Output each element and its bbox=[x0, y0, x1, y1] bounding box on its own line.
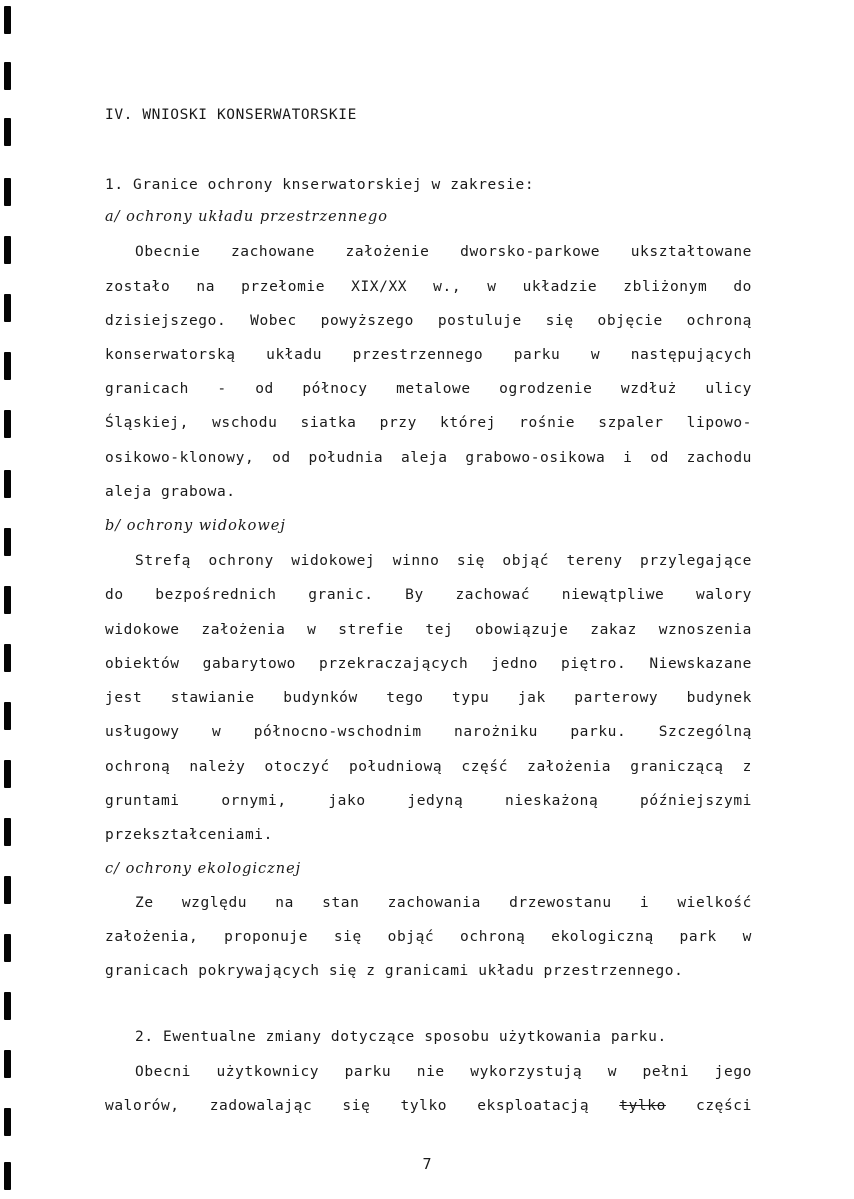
binding-hole bbox=[4, 1050, 11, 1078]
section-1-title: 1. Granice ochrony knserwatorskiej w zakresie: bbox=[105, 177, 535, 193]
binding-hole bbox=[4, 352, 11, 380]
paragraph-c-line: Ze względu na stan zachowania drzewostanu i wielkość bbox=[135, 895, 752, 911]
subsection-b-title: b/ ochrony widokowej bbox=[105, 518, 286, 534]
binding-hole bbox=[4, 178, 11, 206]
paragraph-a-line: dzisiejszego. Wobec powyższego postuluje się objęcie ochroną bbox=[105, 313, 752, 329]
binding-hole bbox=[4, 934, 11, 962]
binding-hole bbox=[4, 294, 11, 322]
paragraph-b-line: jest stawianie budynków tego typu jak parterowy budynek bbox=[105, 690, 752, 706]
paragraph-b-line: obiektów gabarytowo przekraczających jedno piętro. Niewskazane bbox=[105, 656, 752, 672]
paragraph-c-line: granicach pokrywających się z granicami układu przestrzennego. bbox=[105, 963, 684, 979]
binding-hole bbox=[4, 470, 11, 498]
binding-hole bbox=[4, 702, 11, 730]
paragraph-b-line: przekształceniami. bbox=[105, 827, 273, 843]
paragraph-2-line bbox=[105, 1096, 752, 1116]
binding-hole bbox=[4, 876, 11, 904]
binding-hole bbox=[4, 760, 11, 788]
binding-hole bbox=[4, 410, 11, 438]
paragraph-a-line: Obecnie zachowane założenie dworsko-parkowe ukształtowane bbox=[135, 244, 752, 260]
section-2-title: 2. Ewentualne zmiany dotyczące sposobu użytkowania parku. bbox=[135, 1029, 667, 1045]
paragraph-2-text: części bbox=[695, 1098, 752, 1114]
paragraph-b-line: usługowy w północno-wschodnim narożniku parku. Szczególną bbox=[105, 724, 752, 740]
binding-hole bbox=[4, 528, 11, 556]
binding-hole bbox=[4, 236, 11, 264]
page-number: 7 bbox=[422, 1155, 432, 1173]
binding-hole bbox=[4, 586, 11, 614]
subsection-c-title: c/ ochrony ekologicznej bbox=[105, 861, 302, 877]
paragraph-a-line: konserwatorską układu przestrzennego parku w następujących bbox=[105, 347, 752, 363]
paragraph-b-line: ochroną należy otoczyć południową część założenia graniczącą z bbox=[105, 759, 752, 775]
paragraph-a-line: granicach - od północy metalowe ogrodzenie wzdłuż ulicy bbox=[105, 381, 752, 397]
paragraph-a-line: Śląskiej, wschodu siatka przy której rośnie szpaler lipowo- bbox=[105, 415, 752, 431]
binding-hole bbox=[4, 1108, 11, 1136]
paragraph-b-line: gruntami ornymi, jako jedyną nieskażoną późniejszymi bbox=[105, 793, 752, 809]
struck-through-word: tylko bbox=[619, 1098, 666, 1114]
binding-hole bbox=[4, 6, 11, 34]
section-heading: IV. WNIOSKI KONSERWATORSKIE bbox=[105, 107, 357, 123]
paragraph-b-line: widokowe założenia w strefie tej obowiązuje zakaz wznoszenia bbox=[105, 622, 752, 638]
binding-hole bbox=[4, 992, 11, 1020]
binding-hole bbox=[4, 644, 11, 672]
paragraph-2-line: Obecni użytkownicy parku nie wykorzystują w pełni jego bbox=[135, 1064, 752, 1080]
binding-hole bbox=[4, 818, 11, 846]
binding-hole bbox=[4, 62, 11, 90]
paragraph-c-line: założenia, proponuje się objąć ochroną ekologiczną park w bbox=[105, 929, 752, 945]
binding-hole bbox=[4, 118, 11, 146]
paragraph-2-text: walorów, zadowalając się tylko eksploatacją bbox=[105, 1098, 590, 1114]
paragraph-a-line: aleja grabowa. bbox=[105, 484, 236, 500]
subsection-a-title: a/ ochrony układu przestrzennego bbox=[105, 209, 388, 225]
paragraph-a-line: zostało na przełomie XIX/XX w., w układzie zbliżonym do bbox=[105, 279, 752, 295]
paragraph-b-line: do bezpośrednich granic. By zachować niewątpliwe walory bbox=[105, 587, 752, 603]
paragraph-a-line: osikowo-klonowy, od południa aleja grabowo-osikowa i od zachodu bbox=[105, 450, 752, 466]
paragraph-b-line: Strefą ochrony widokowej winno się objąć tereny przylegające bbox=[135, 553, 752, 569]
